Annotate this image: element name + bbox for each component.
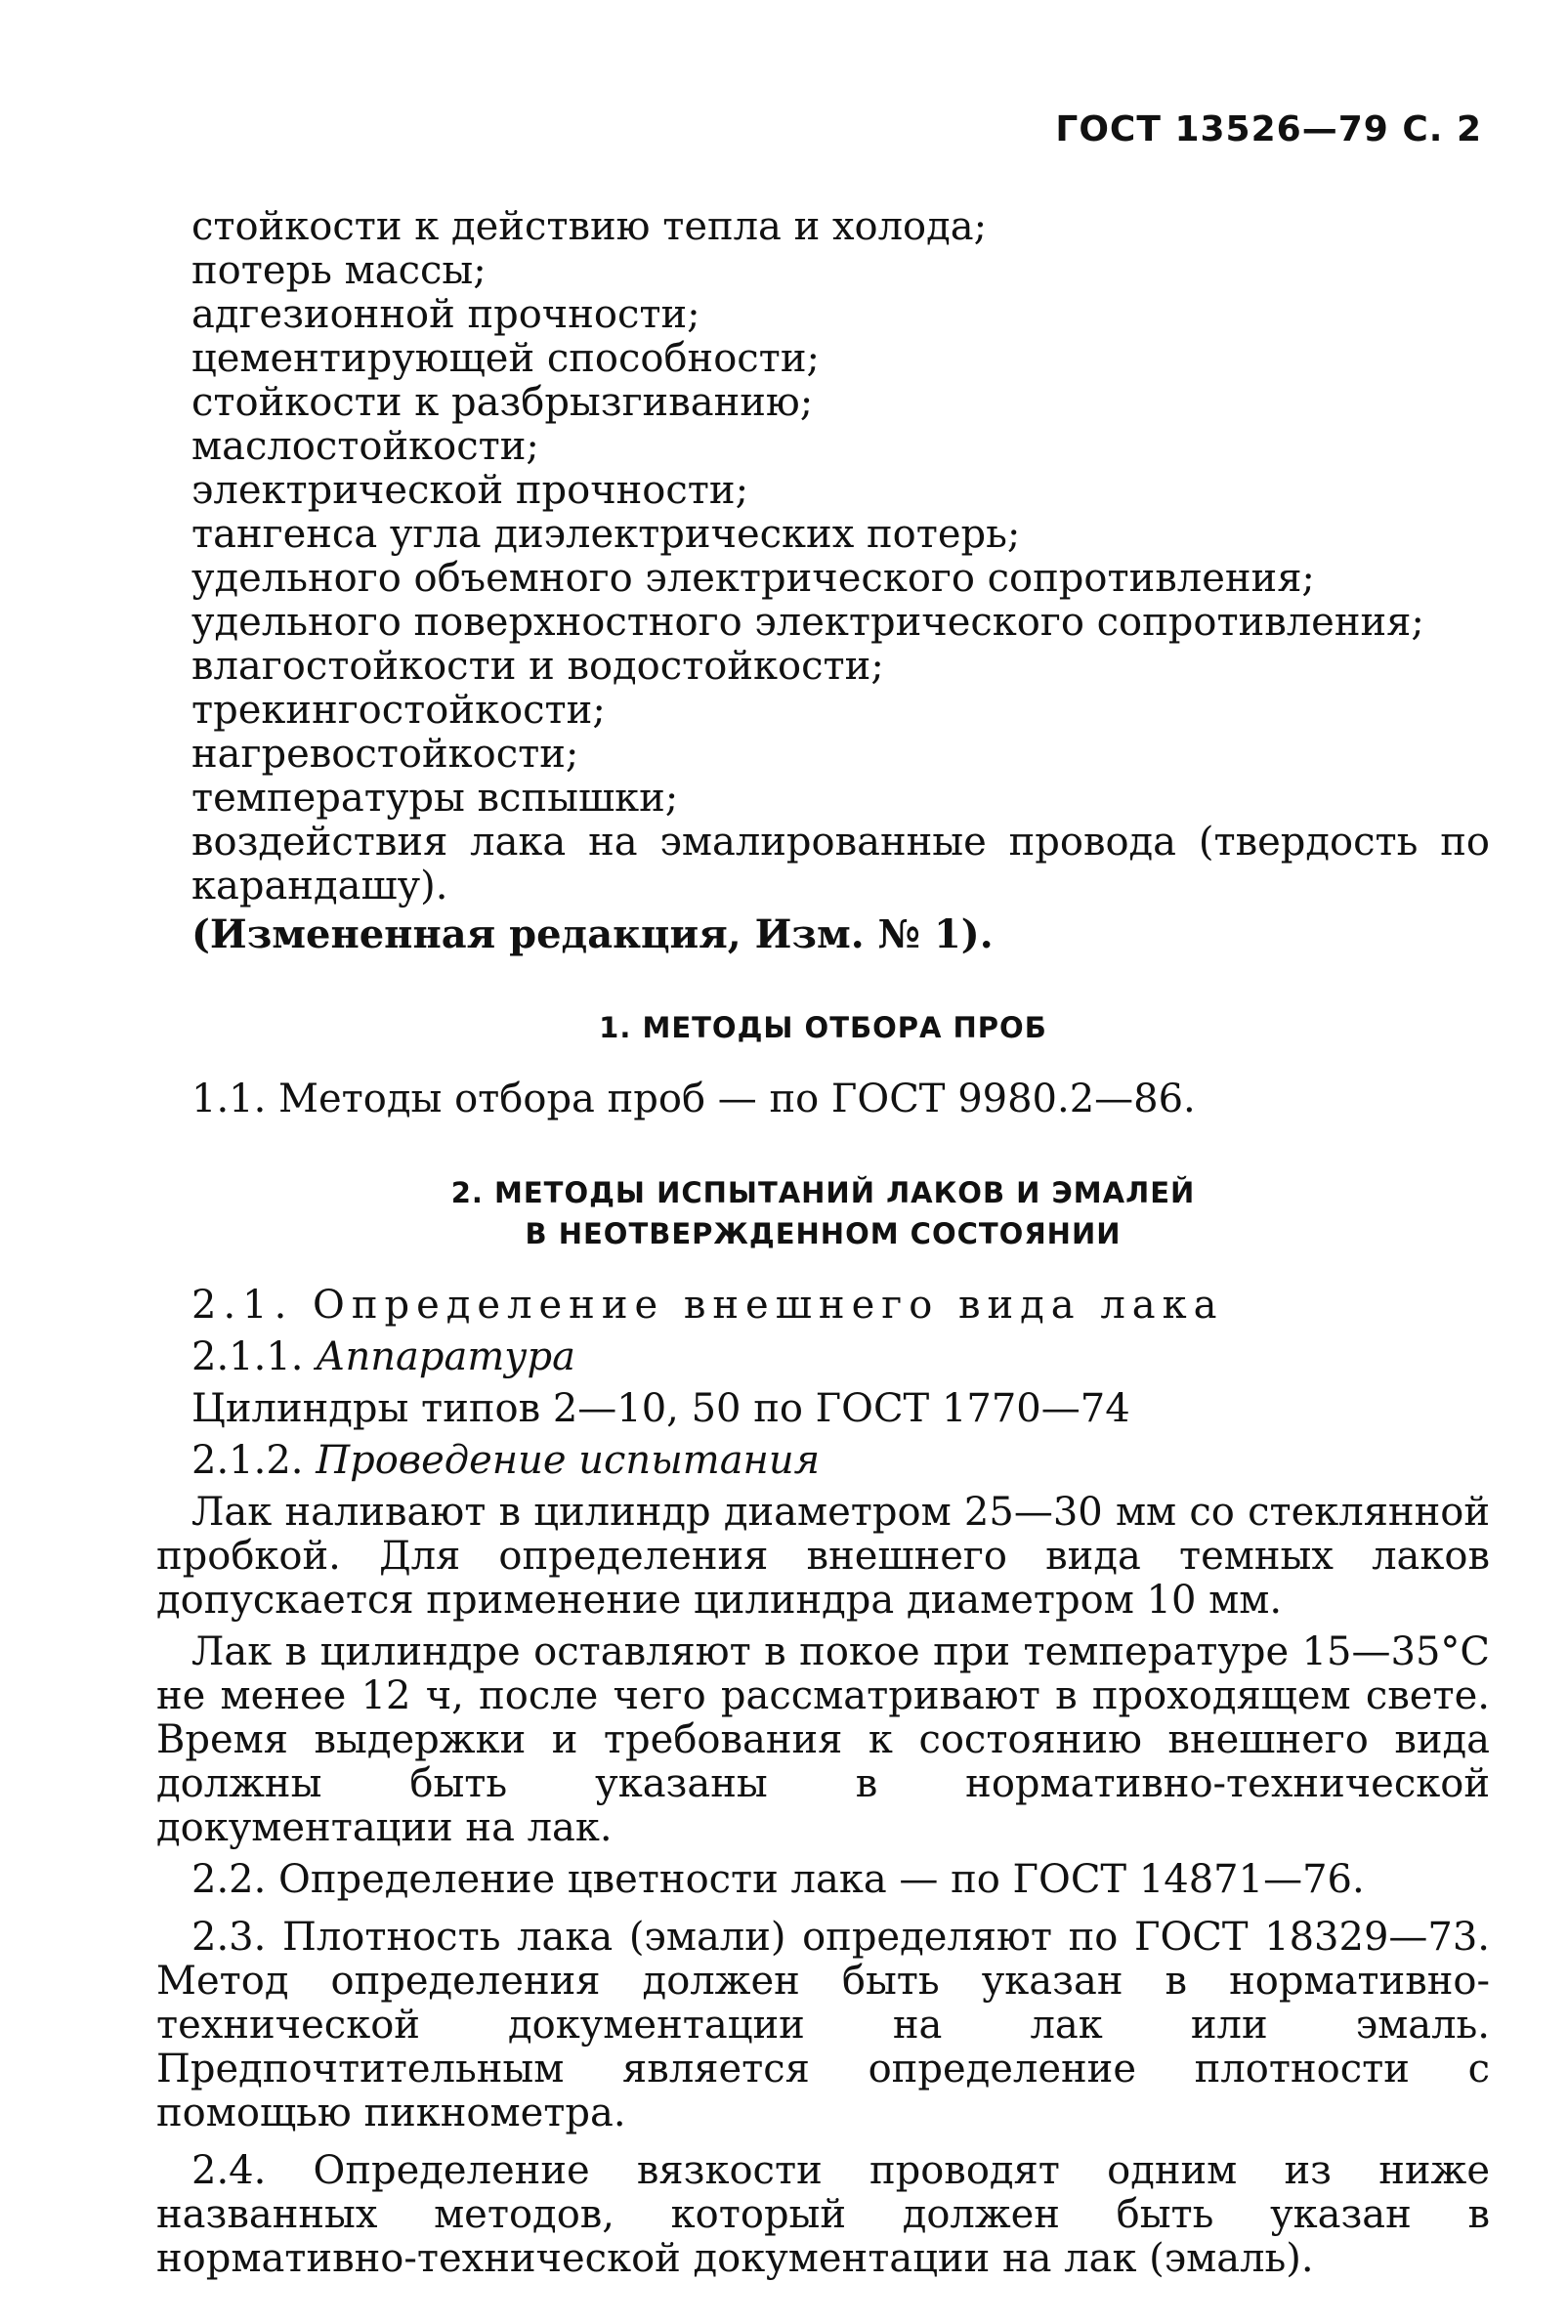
paragraph-2-1-2 <box>156 1439 1490 1483</box>
clause-title: Аппаратура <box>316 1334 575 1379</box>
paragraph-2-1-1 <box>156 1335 1490 1379</box>
list-item: воздействия лака на эмалированные провода (твердость по карандашу). <box>191 820 1490 908</box>
section-heading-1 <box>156 1007 1490 1048</box>
section-heading-2 <box>156 1172 1490 1254</box>
document-body <box>156 205 1490 2281</box>
list-item: адгезионной прочности; <box>191 292 700 337</box>
clause-title: Проведение испытания <box>316 1438 821 1483</box>
list-item: стойкости к действию тепла и холода; <box>191 204 988 249</box>
list-item: влагостойкости и водостойкости; <box>191 644 884 689</box>
list-item: электрической прочности; <box>191 468 749 513</box>
list-item: удельного объемного электрического сопротивления; <box>191 556 1315 601</box>
amendment-note: (Измененная редакция, Изм. № 1). <box>191 911 994 957</box>
paragraph-2-1-2-text-1: Лак наливают в цилиндр диаметром 25—30 мм со стеклянной пробкой. Для определения внешнего вида темных лаков допускается применение цилиндра диаметром 10 мм. <box>156 1490 1490 1623</box>
properties-list <box>156 205 1490 908</box>
section-title-line: 2. МЕТОДЫ ИСПЫТАНИЙ ЛАКОВ И ЭМАЛЕЙ <box>450 1176 1196 1209</box>
list-item: удельного поверхностного электрического сопротивления; <box>191 600 1424 645</box>
paragraph-2-3: 2.3. Плотность лака (эмали) определяют по ГОСТ 18329—73. Метод определения должен быть указан в нормативно-технической документации на лак или эмаль. Предпочтительным является определение плотности с помощью пикнометра. <box>156 1915 1490 2135</box>
paragraph-2-4: 2.4. Определение вязкости проводят одним из ниже названных методов, который должен быть указан в нормативно-технической документации на лак (эмаль). <box>156 2148 1490 2281</box>
page-header: ГОСТ 13526—79 С. 2 <box>1055 109 1482 149</box>
paragraph-2-1: 2.1. Определение внешнего вида лака <box>191 1283 1224 1328</box>
clause-number: 2.1.1. <box>191 1334 304 1379</box>
list-item: цементирующей способности; <box>191 336 820 381</box>
list-item: потерь массы; <box>191 248 487 293</box>
list-item: трекингостойкости; <box>191 688 606 733</box>
section-title: 1. МЕТОДЫ ОТБОРА ПРОБ <box>599 1011 1047 1044</box>
list-item: температуры вспышки; <box>191 776 679 821</box>
list-item: маслостойкости; <box>191 424 539 469</box>
paragraph-2-1-1-text: Цилиндры типов 2—10, 50 по ГОСТ 1770—74 <box>191 1386 1130 1431</box>
clause-number: 2.1.2. <box>191 1438 304 1483</box>
paragraph-2-1-2-text-2: Лак в цилиндре оставляют в покое при температуре 15—35°С не менее 12 ч, после чего рассматривают в проходящем свете. Время выдержки и требования к состоянию внешнего вида должны быть указаны в нормативно-технической документации на лак. <box>156 1629 1490 1850</box>
list-item: нагревостойкости; <box>191 732 579 777</box>
list-item: тангенса угла диэлектрических потерь; <box>191 512 1021 557</box>
section-title-line: В НЕОТВЕРЖДЕННОМ СОСТОЯНИИ <box>525 1217 1122 1250</box>
paragraph-1-1: 1.1. Методы отбора проб — по ГОСТ 9980.2—86. <box>191 1077 1196 1121</box>
list-item: стойкости к разбрызгиванию; <box>191 380 814 425</box>
paragraph-2-2: 2.2. Определение цветности лака — по ГОСТ 14871—76. <box>191 1857 1365 1902</box>
